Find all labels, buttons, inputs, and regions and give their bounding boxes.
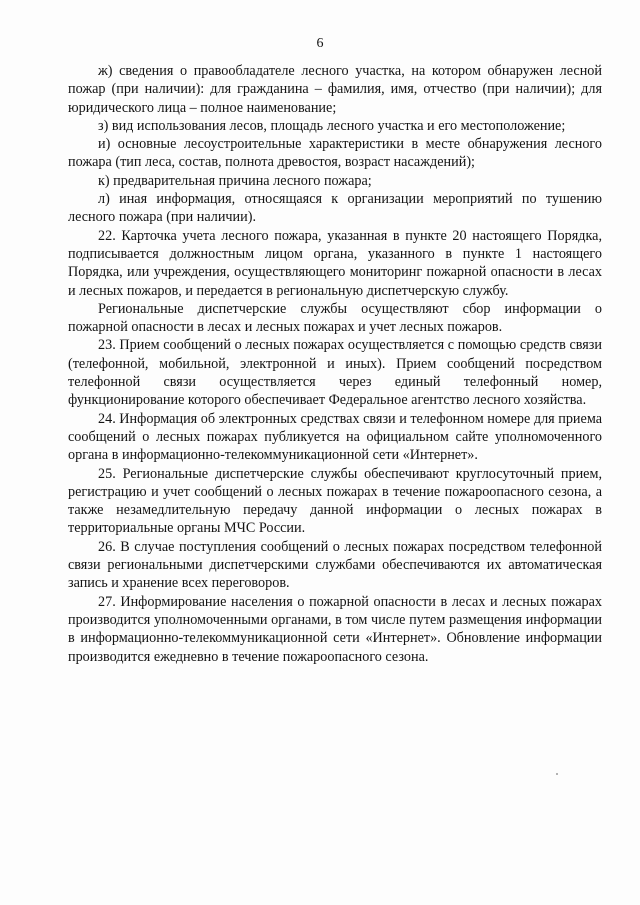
scan-speck — [556, 773, 558, 775]
document-body — [68, 62, 602, 666]
paragraph-25-round-the-clock: 25. Региональные диспетчерские службы обеспечивают круглосуточный прием, регистрацию и учет сообщений о лесных пожарах в течение пожароопасного сезона, а также незамедлительную передачу данной информации о лесных пожарах в территориальные органы МЧС России. — [68, 465, 602, 537]
clause-zh-owner-info: ж) сведения о правообладателе лесного участка, на котором обнаружен лесной пожар (при наличии): для гражданина – фамилия, имя, отчество (при наличии); для юридического лица – полное наименование; — [68, 63, 602, 116]
clause-i-forest-characteristics: и) основные лесоустроительные характеристики в месте обнаружения лесного пожара (тип леса, состав, полнота древостоя, возраст насаждений); — [68, 136, 602, 171]
paragraph-24-contact-publication: 24. Информация об электронных средствах связи и телефонном номере для приема сообщений о лесных пожарах публикуется на официальном сайте уполномоченного органа в информационно-телекоммуникационной сети «Интернет». — [68, 410, 602, 464]
clause-l-other-info: л) иная информация, относящаяся к организации мероприятий по тушению лесного пожара (при наличии). — [68, 191, 602, 226]
paragraph-regional-dispatch: Региональные диспетчерские службы осуществляют сбор информации о пожарной опасности в лесах и лесных пожарах и учет лесных пожаров. — [68, 300, 602, 336]
paragraph-26-call-recording: 26. В случае поступления сообщений о лесных пожарах посредством телефонной связи региональными диспетчерскими службами обеспечиваются их автоматическая запись и хранение всех переговоров. — [68, 538, 602, 592]
clause-k-fire-cause: к) предварительная причина лесного пожара; — [98, 172, 372, 189]
clause-z-forest-use: з) вид использования лесов, площадь лесного участка и его местоположение; — [98, 117, 566, 134]
paragraph-23-report-reception: 23. Прием сообщений о лесных пожарах осуществляется с помощью средств связи (телефонной, мобильной, электронной и иных). Прием сообщений посредством телефонной связи осуществляется через единый телефонный номер, функционирование которого обеспечивает Федеральное агентство лесного хозяйства. — [68, 337, 602, 409]
paragraph-22-fire-card: 22. Карточка учета лесного пожара, указанная в пункте 20 настоящего Порядка, подписывается должностным лицом органа, указанного в пункте 1 настоящего Порядка, или учреждения, осуществляющего мониторинг пожарной опасности в лесах и лесных пожаров, и передается в региональную диспетчерскую службу. — [68, 227, 602, 299]
page-number: 6 — [316, 36, 324, 51]
paragraph-27-public-information: 27. Информирование населения о пожарной опасности в лесах и лесных пожарах производится уполномоченными органами, в том числе путем размещения информации в информационно-телекоммуникационной сети «Интернет». Обновление информации производится ежедневно в течение пожароопасного сезона. — [68, 593, 602, 665]
